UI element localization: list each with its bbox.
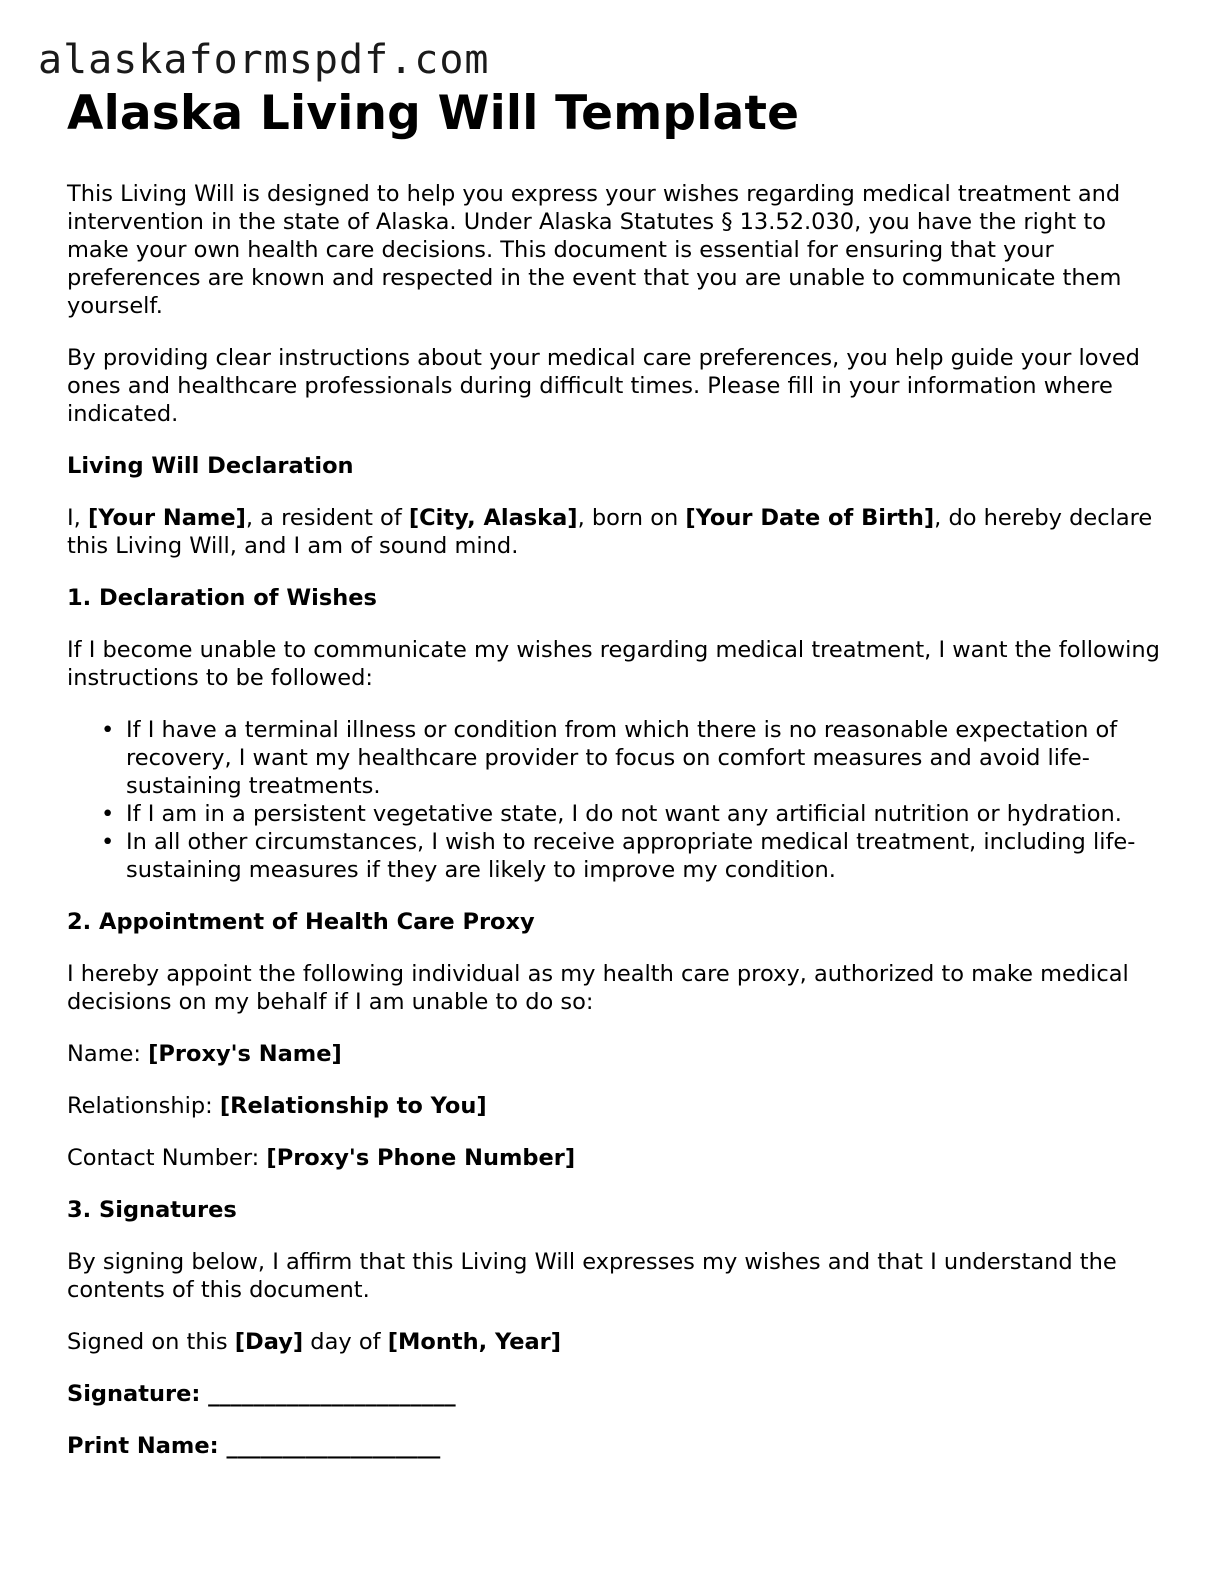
proxy-contact-label: Contact Number: xyxy=(67,1145,267,1171)
document-body xyxy=(67,86,1167,1460)
signature-line: Signature: ______________________ xyxy=(67,1381,456,1407)
proxy-contact-placeholder: [Proxy's Phone Number] xyxy=(266,1145,576,1171)
list-item xyxy=(101,716,1167,800)
signed-text-2: day of xyxy=(303,1329,388,1355)
section-1-intro: If I become unable to communicate my wishes regarding medical treatment, I want the following instructions to be followed: xyxy=(67,637,1160,691)
site-watermark: alaskaformspdf.com xyxy=(38,37,490,83)
bullet-icon: • xyxy=(101,829,115,855)
your-name-placeholder: [Your Name] xyxy=(87,505,246,531)
print-name-line: Print Name: ___________________ xyxy=(67,1433,441,1459)
bullet-icon: • xyxy=(101,717,115,743)
wishes-list xyxy=(67,716,1167,884)
proxy-name-placeholder: [Proxy's Name] xyxy=(148,1041,342,1067)
date-of-birth-placeholder: [Your Date of Birth] xyxy=(685,505,935,531)
declaration-text-2: , a resident of xyxy=(245,505,409,531)
declaration-text-3: , born on xyxy=(577,505,686,531)
proxy-relationship-label: Relationship: xyxy=(67,1093,220,1119)
wish-text: In all other circumstances, I wish to receive appropriate medical treatment, including life-sustaining measures if they are likely to improve my condition. xyxy=(126,829,1136,883)
proxy-name-line xyxy=(67,1040,1167,1068)
day-placeholder: [Day] xyxy=(234,1329,304,1355)
signed-on-line xyxy=(67,1328,1167,1356)
section-3-intro: By signing below, I affirm that this Living Will expresses my wishes and that I understand the contents of this document. xyxy=(67,1249,1117,1303)
list-item xyxy=(101,828,1167,884)
wish-text: If I am in a persistent vegetative state, I do not want any artificial nutrition or hydration. xyxy=(126,801,1122,827)
proxy-relationship-placeholder: [Relationship to You] xyxy=(219,1093,487,1119)
city-placeholder: [City, Alaska] xyxy=(408,505,578,531)
intro-paragraph-1: This Living Will is designed to help you express your wishes regarding medical treatment and intervention in the state of Alaska. Under Alaska Statutes § 13.52.030, you have the right to make your own health care decisions. This document is essential for ensuring that your preferences are known and respected in the event that you are unable to communicate them yourself. xyxy=(67,181,1122,319)
section-2-heading: 2. Appointment of Health Care Proxy xyxy=(67,909,535,935)
proxy-relationship-line xyxy=(67,1092,1167,1120)
declaration-heading: Living Will Declaration xyxy=(67,453,354,479)
section-1-heading: 1. Declaration of Wishes xyxy=(67,585,377,611)
declaration-statement xyxy=(67,504,1167,560)
intro-paragraph-2: By providing clear instructions about your medical care preferences, you help guide your loved ones and healthcare professionals during difficult times. Please fill in your information where indicated. xyxy=(67,345,1140,427)
declaration-text-1: I, xyxy=(67,505,88,531)
list-item xyxy=(101,800,1167,828)
section-2-intro: I hereby appoint the following individual as my health care proxy, authorized to make medical decisions on my behalf if I am unable to do so: xyxy=(67,961,1129,1015)
wish-text: If I have a terminal illness or condition from which there is no reasonable expectation of recovery, I want my healthcare provider to focus on comfort measures and avoid life-sustaining treatments. xyxy=(126,717,1118,799)
bullet-icon: • xyxy=(101,801,115,827)
declaration-text-4: , do hereby declare this Living Will, and I am of sound mind. xyxy=(67,505,1153,559)
document-title: Alaska Living Will Template xyxy=(67,86,800,141)
proxy-name-label: Name: xyxy=(67,1041,149,1067)
proxy-contact-line xyxy=(67,1144,1167,1172)
month-year-placeholder: [Month, Year] xyxy=(387,1329,562,1355)
signed-text-1: Signed on this xyxy=(67,1329,235,1355)
section-3-heading: 3. Signatures xyxy=(67,1197,237,1223)
